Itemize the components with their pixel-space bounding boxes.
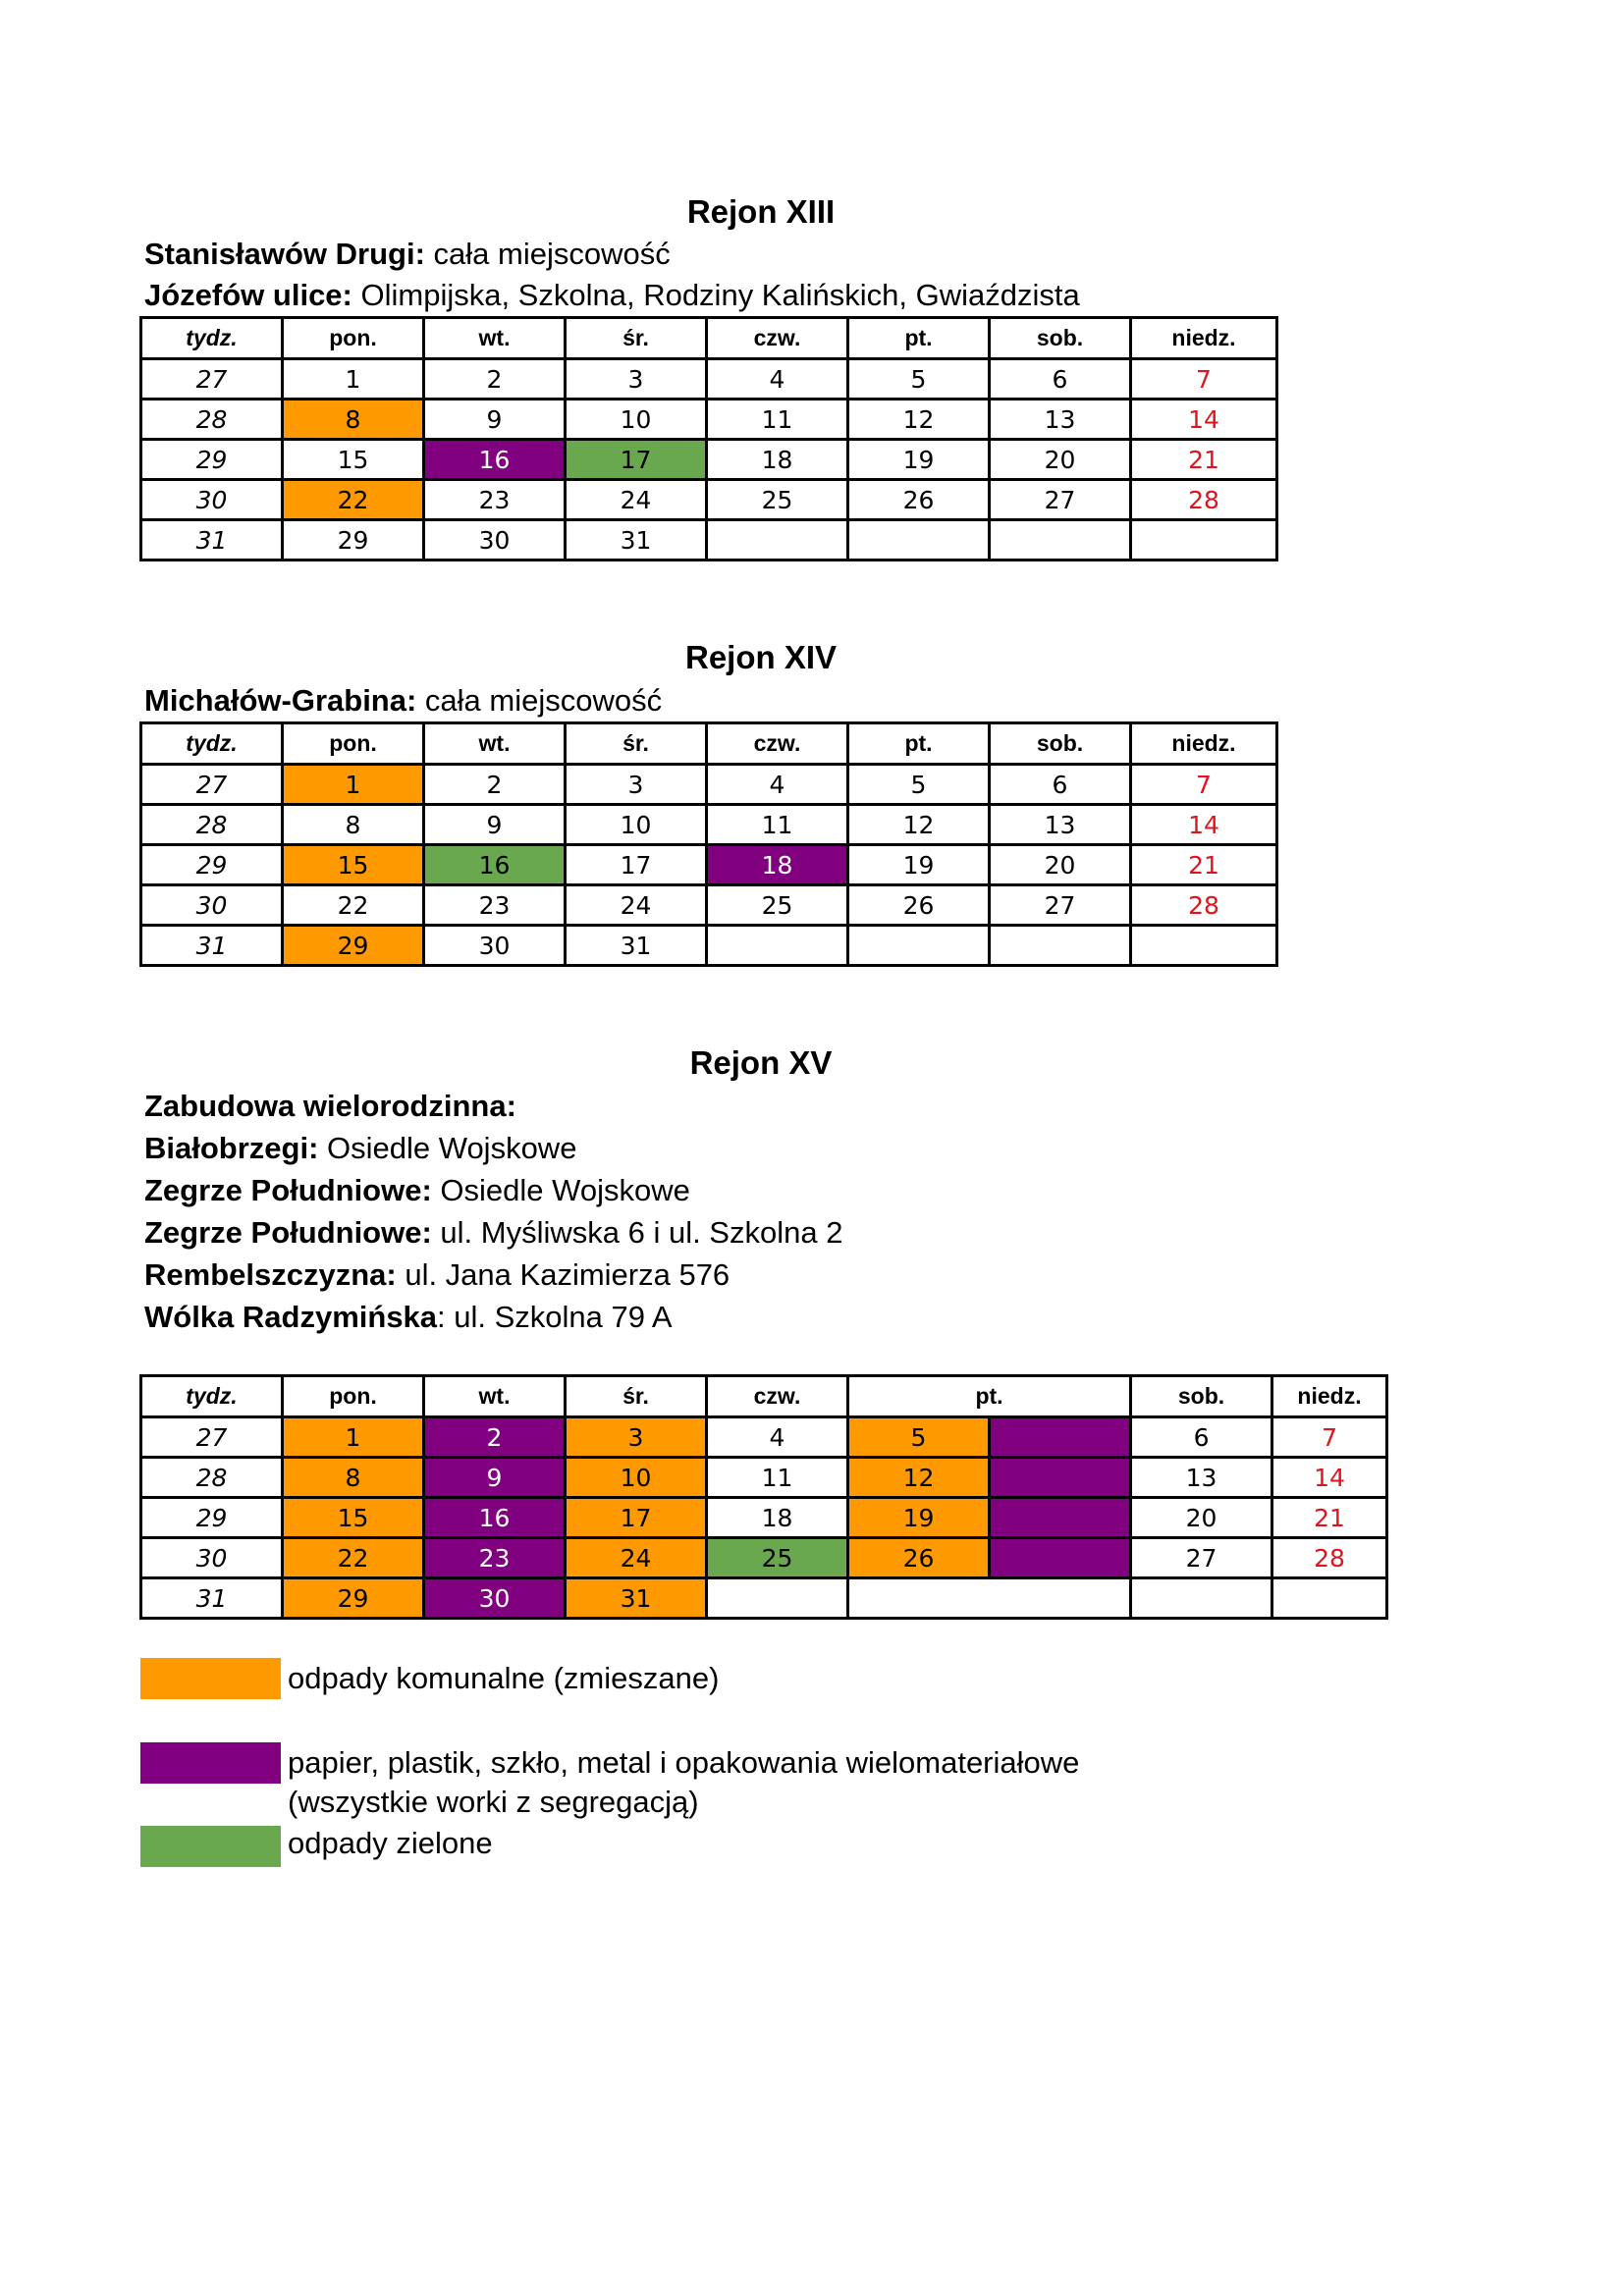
- day-cell: 9: [424, 400, 566, 440]
- mixed-waste-day-cell: 1: [283, 765, 424, 805]
- empty-cell: [1131, 1578, 1272, 1619]
- sunday-cell: 28: [1272, 1538, 1387, 1578]
- legend-label-green-waste: odpady zielone: [288, 1826, 493, 1860]
- table-row: [141, 440, 1277, 480]
- table-row: [141, 359, 1277, 400]
- region-13-location-1: [144, 234, 671, 275]
- mixed-waste-day-cell: 10: [566, 1458, 707, 1498]
- mixed-waste-day-cell: 8: [283, 1458, 424, 1498]
- day-cell: 25: [707, 480, 848, 520]
- recycling-day-cell: 2: [424, 1417, 566, 1458]
- week-number: 31: [141, 926, 283, 966]
- day-cell: 5: [848, 359, 990, 400]
- legend-swatch-recycling: [140, 1742, 281, 1784]
- mixed-waste-day-cell: 8: [283, 400, 424, 440]
- day-cell: 10: [566, 805, 707, 845]
- day-cell: 11: [707, 805, 848, 845]
- table-row: [141, 1417, 1387, 1458]
- day-header: czw.: [707, 1376, 848, 1417]
- day-cell: 6: [1131, 1417, 1272, 1458]
- location-scope: Osiedle Wojskowe: [431, 1173, 690, 1207]
- recycling-day-cell: [990, 1538, 1131, 1578]
- region-15-location-2: [144, 1128, 576, 1169]
- region-15-location-4: [144, 1212, 842, 1254]
- empty-cell: [848, 520, 990, 561]
- day-cell: 3: [566, 765, 707, 805]
- region-15-location-3: [144, 1170, 690, 1211]
- location-scope: ul. Jana Kazimierza 576: [396, 1257, 730, 1292]
- location-scope: : ul. Szkolna 79 A: [437, 1300, 673, 1334]
- location-scope: cała miejscowość: [416, 683, 663, 718]
- day-cell: 10: [566, 400, 707, 440]
- day-cell: 12: [848, 400, 990, 440]
- day-cell: 27: [1131, 1538, 1272, 1578]
- day-cell: 4: [707, 1417, 848, 1458]
- day-header: niedz.: [1272, 1376, 1387, 1417]
- mixed-waste-day-cell: 22: [283, 480, 424, 520]
- day-header: pt.: [848, 318, 990, 359]
- day-cell: 30: [424, 926, 566, 966]
- location-name: Zegrze Południowe:: [144, 1173, 432, 1207]
- day-cell: 24: [566, 885, 707, 926]
- location-name: Białobrzegi:: [144, 1131, 319, 1165]
- day-cell: 8: [283, 805, 424, 845]
- day-cell: 19: [848, 845, 990, 885]
- mixed-waste-day-cell: 17: [566, 1498, 707, 1538]
- day-cell: 17: [566, 845, 707, 885]
- day-header: pt.: [848, 723, 990, 765]
- day-cell: 23: [424, 480, 566, 520]
- sunday-cell: 21: [1131, 440, 1277, 480]
- mixed-waste-day-cell: 12: [848, 1458, 990, 1498]
- region-15-title: Rejon XV: [689, 1044, 833, 1081]
- week-number: 29: [141, 845, 283, 885]
- day-header: pt.: [848, 1376, 1131, 1417]
- day-cell: 5: [848, 765, 990, 805]
- day-cell: 26: [848, 480, 990, 520]
- empty-cell: [1131, 926, 1277, 966]
- sunday-cell: 7: [1272, 1417, 1387, 1458]
- mixed-waste-day-cell: 1: [283, 1417, 424, 1458]
- region-14-location-1: [144, 680, 662, 721]
- day-cell: 11: [707, 1458, 848, 1498]
- header-row: [141, 318, 1277, 359]
- empty-cell: [848, 1578, 1131, 1619]
- table-row: [141, 480, 1277, 520]
- legend-swatch-green-waste: [140, 1826, 281, 1867]
- region-15-location-1: [144, 1086, 516, 1127]
- green-waste-day-cell: 25: [707, 1538, 848, 1578]
- week-number: 30: [141, 1538, 283, 1578]
- day-cell: 6: [990, 359, 1131, 400]
- table-row: [141, 1498, 1387, 1538]
- empty-cell: [707, 1578, 848, 1619]
- mixed-waste-day-cell: 19: [848, 1498, 990, 1538]
- mixed-waste-day-cell: 29: [283, 1578, 424, 1619]
- day-header: niedz.: [1131, 318, 1277, 359]
- day-cell: 22: [283, 885, 424, 926]
- table-row: [141, 1538, 1387, 1578]
- location-name: Rembelszczyzna:: [144, 1257, 397, 1292]
- sunday-cell: 14: [1272, 1458, 1387, 1498]
- table-row: [141, 520, 1277, 561]
- day-cell: 4: [707, 765, 848, 805]
- week-number: 30: [141, 885, 283, 926]
- mixed-waste-day-cell: 24: [566, 1538, 707, 1578]
- day-header: wt.: [424, 318, 566, 359]
- region-14-title: Rejon XIV: [684, 639, 838, 675]
- legend-label-recycling: papier, plastik, szkło, metal i opakowania wielomateriałowe: [288, 1745, 1080, 1780]
- day-header: wt.: [424, 723, 566, 765]
- day-cell: 15: [283, 440, 424, 480]
- day-cell: 2: [424, 765, 566, 805]
- table-row: [141, 1578, 1387, 1619]
- day-header: pon.: [283, 318, 424, 359]
- week-number: 28: [141, 400, 283, 440]
- recycling-day-cell: 9: [424, 1458, 566, 1498]
- day-cell: 20: [1131, 1498, 1272, 1538]
- week-number: 30: [141, 480, 283, 520]
- location-name: Michałów-Grabina:: [144, 683, 417, 718]
- day-cell: 27: [990, 480, 1131, 520]
- location-name: Stanisławów Drugi:: [144, 237, 425, 271]
- day-cell: 30: [424, 520, 566, 561]
- day-header: sob.: [990, 723, 1131, 765]
- week-number: 29: [141, 1498, 283, 1538]
- empty-cell: [707, 926, 848, 966]
- region-15-calendar: [139, 1374, 1388, 1620]
- table-row: [141, 845, 1277, 885]
- green-waste-day-cell: 17: [566, 440, 707, 480]
- location-scope: cała miejscowość: [424, 237, 671, 271]
- day-header: śr.: [566, 1376, 707, 1417]
- location-scope: ul. Myśliwska 6 i ul. Szkolna 2: [431, 1215, 843, 1250]
- day-cell: 2: [424, 359, 566, 400]
- day-header: pon.: [283, 1376, 424, 1417]
- day-cell: 31: [566, 926, 707, 966]
- empty-cell: [707, 520, 848, 561]
- empty-cell: [990, 926, 1131, 966]
- day-cell: 25: [707, 885, 848, 926]
- table-row: [141, 400, 1277, 440]
- location-name: Zabudowa wielorodzinna:: [144, 1089, 516, 1123]
- table-row: [141, 885, 1277, 926]
- day-cell: 11: [707, 400, 848, 440]
- sunday-cell: 21: [1272, 1498, 1387, 1538]
- table-row: [141, 926, 1277, 966]
- legend-label-mixed-waste: odpady komunalne (zmieszane): [288, 1661, 720, 1695]
- sunday-cell: 28: [1131, 480, 1277, 520]
- week-number: 28: [141, 805, 283, 845]
- week-number: 27: [141, 765, 283, 805]
- sunday-cell: 7: [1131, 359, 1277, 400]
- region-15-location-5: [144, 1255, 730, 1296]
- legend-label-recycling-note: (wszystkie worki z segregacją): [288, 1785, 699, 1819]
- mixed-waste-day-cell: 15: [283, 1498, 424, 1538]
- day-header: sob.: [1131, 1376, 1272, 1417]
- location-streets: Olimpijska, Szkolna, Rodziny Kalińskich, Gwiaździsta: [352, 278, 1080, 312]
- day-cell: 19: [848, 440, 990, 480]
- sunday-cell: 7: [1131, 765, 1277, 805]
- week-number: 31: [141, 520, 283, 561]
- empty-cell: [990, 520, 1131, 561]
- day-cell: 31: [566, 520, 707, 561]
- day-cell: 12: [848, 805, 990, 845]
- empty-cell: [1131, 520, 1277, 561]
- location-scope: Osiedle Wojskowe: [318, 1131, 577, 1165]
- empty-cell: [1272, 1578, 1387, 1619]
- day-cell: 29: [283, 520, 424, 561]
- day-cell: 18: [707, 1498, 848, 1538]
- day-header: czw.: [707, 723, 848, 765]
- week-number: 28: [141, 1458, 283, 1498]
- region-13-calendar: [139, 316, 1278, 561]
- day-header: sob.: [990, 318, 1131, 359]
- week-header: tydz.: [141, 318, 283, 359]
- table-row: [141, 1458, 1387, 1498]
- location-name: Wólka Radzymińska: [144, 1300, 438, 1334]
- region-14-calendar: [139, 721, 1278, 967]
- week-number: 31: [141, 1578, 283, 1619]
- region-13-title: Rejon XIII: [686, 193, 836, 230]
- week-number: 27: [141, 359, 283, 400]
- mixed-waste-day-cell: 26: [848, 1538, 990, 1578]
- green-waste-day-cell: 16: [424, 845, 566, 885]
- day-header: pon.: [283, 723, 424, 765]
- legend-swatch-mixed-waste: [140, 1658, 281, 1699]
- day-cell: 20: [990, 440, 1131, 480]
- table-row: [141, 805, 1277, 845]
- mixed-waste-day-cell: 5: [848, 1417, 990, 1458]
- week-number: 27: [141, 1417, 283, 1458]
- day-cell: 13: [1131, 1458, 1272, 1498]
- week-header: tydz.: [141, 723, 283, 765]
- day-header: czw.: [707, 318, 848, 359]
- location-name: Józefów ulice:: [144, 278, 352, 312]
- table-row: [141, 765, 1277, 805]
- week-number: 29: [141, 440, 283, 480]
- header-row: [141, 723, 1277, 765]
- recycling-day-cell: [990, 1417, 1131, 1458]
- recycling-day-cell: 18: [707, 845, 848, 885]
- day-cell: 9: [424, 805, 566, 845]
- day-cell: 26: [848, 885, 990, 926]
- recycling-day-cell: [990, 1498, 1131, 1538]
- week-header: tydz.: [141, 1376, 283, 1417]
- recycling-day-cell: [990, 1458, 1131, 1498]
- region-13-location-2: [144, 275, 1080, 316]
- recycling-day-cell: 16: [424, 1498, 566, 1538]
- day-cell: 24: [566, 480, 707, 520]
- day-header: niedz.: [1131, 723, 1277, 765]
- region-15-location-6: [144, 1297, 673, 1338]
- header-row: [141, 1376, 1387, 1417]
- mixed-waste-day-cell: 15: [283, 845, 424, 885]
- empty-cell: [848, 926, 990, 966]
- day-cell: 23: [424, 885, 566, 926]
- sunday-cell: 28: [1131, 885, 1277, 926]
- day-cell: 18: [707, 440, 848, 480]
- day-cell: 13: [990, 400, 1131, 440]
- day-cell: 13: [990, 805, 1131, 845]
- recycling-day-cell: 16: [424, 440, 566, 480]
- sunday-cell: 14: [1131, 805, 1277, 845]
- day-header: wt.: [424, 1376, 566, 1417]
- recycling-day-cell: 30: [424, 1578, 566, 1619]
- location-name: Zegrze Południowe:: [144, 1215, 432, 1250]
- mixed-waste-day-cell: 3: [566, 1417, 707, 1458]
- day-cell: 27: [990, 885, 1131, 926]
- day-cell: 3: [566, 359, 707, 400]
- recycling-day-cell: 23: [424, 1538, 566, 1578]
- sunday-cell: 21: [1131, 845, 1277, 885]
- day-cell: 20: [990, 845, 1131, 885]
- day-cell: 6: [990, 765, 1131, 805]
- mixed-waste-day-cell: 22: [283, 1538, 424, 1578]
- day-cell: 4: [707, 359, 848, 400]
- day-cell: 1: [283, 359, 424, 400]
- day-header: śr.: [566, 723, 707, 765]
- mixed-waste-day-cell: 29: [283, 926, 424, 966]
- sunday-cell: 14: [1131, 400, 1277, 440]
- day-header: śr.: [566, 318, 707, 359]
- mixed-waste-day-cell: 31: [566, 1578, 707, 1619]
